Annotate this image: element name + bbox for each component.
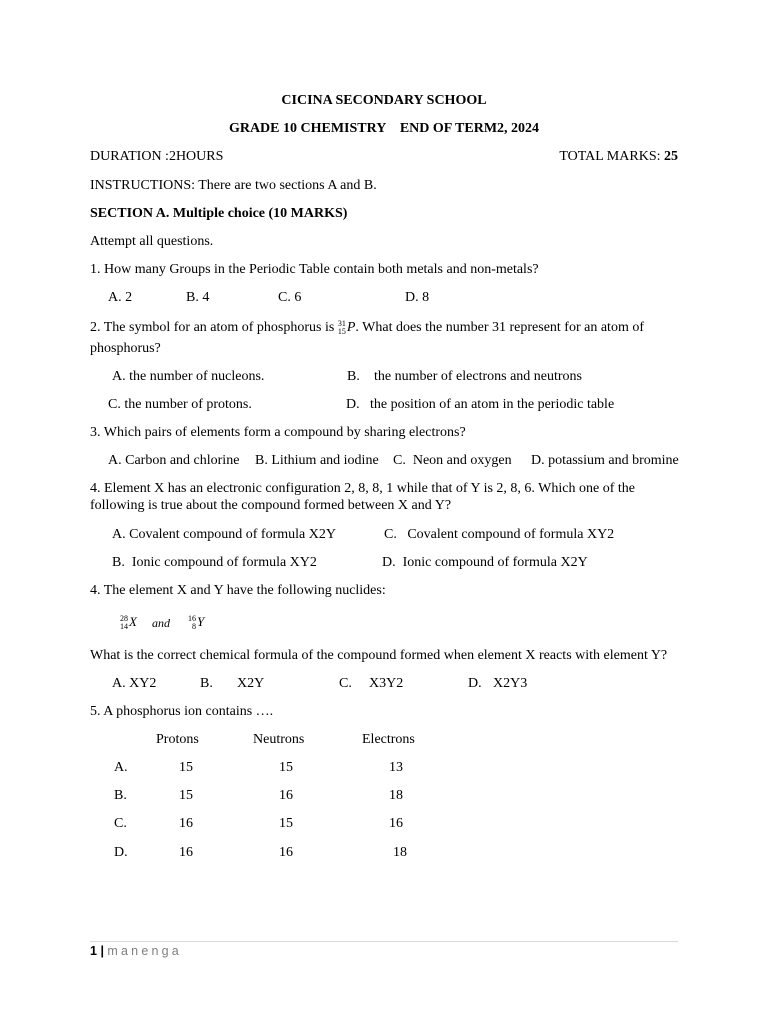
table-cell-electrons: 13 xyxy=(389,760,403,775)
attempt-instruction: Attempt all questions. xyxy=(90,234,214,249)
question-4b-text: 4. The element X and Y have the following nuclides: xyxy=(90,583,386,598)
question-5-text: 5. A phosphorus ion contains …. xyxy=(90,704,274,719)
question-2-option-a: A. the number of nucleons. xyxy=(112,369,265,384)
school-name: CICINA SECONDARY SCHOOL xyxy=(281,93,487,108)
question-3-option-a: A. Carbon and chlorine xyxy=(108,453,240,468)
table-cell-protons: 16 xyxy=(179,845,193,860)
question-2-option-b-letter: B. xyxy=(347,369,360,384)
question-4a-text: 4. Element X has an electronic configuration 2, 8, 8, 1 while that of Y is 2, 8, 6. Which one of the xyxy=(90,481,635,496)
phosphorus-nuclide-numbers: 31 15 xyxy=(337,319,346,336)
question-1-option-a: A. 2 xyxy=(108,290,133,305)
question-1-option-c: C. 6 xyxy=(278,290,302,305)
phosphorus-symbol: P xyxy=(346,320,356,336)
duration: DURATION :2HOURS xyxy=(90,149,224,164)
question-1-option-d: D. 8 xyxy=(405,290,430,305)
question-2-text-line2: phosphorus? xyxy=(90,341,161,356)
question-4a-option-c: C. Covalent compound of formula XY2 xyxy=(384,527,615,542)
question-2-option-b: the number of electrons and neutrons xyxy=(374,369,582,384)
question-4b-option-b-letter: B. xyxy=(200,676,213,691)
table-cell-electrons: 18 xyxy=(393,845,407,860)
footer-separator: | xyxy=(100,944,104,958)
question-2-option-c: C. the number of protons. xyxy=(108,397,252,412)
page-footer xyxy=(90,943,182,959)
question-1-text: 1. How many Groups in the Periodic Table contain both metals and non-metals? xyxy=(90,262,539,277)
table-cell-electrons: 16 xyxy=(389,816,403,831)
question-4a-option-b: B. Ionic compound of formula XY2 xyxy=(112,555,317,570)
table-cell-neutrons: 16 xyxy=(279,788,293,803)
table-row-label: A. xyxy=(114,760,128,775)
table-cell-protons: 16 xyxy=(179,816,193,831)
table-row-label: B. xyxy=(114,788,127,803)
instructions: INSTRUCTIONS: There are two sections A and B. xyxy=(90,178,377,193)
nuclide-y: 16 8 Y xyxy=(188,614,205,632)
question-3-option-b: B. Lithium and iodine xyxy=(255,453,379,468)
table-cell-protons: 15 xyxy=(179,788,193,803)
question-4b-option-d-letter: D. xyxy=(468,676,482,691)
nuclide-x: 28 14 X xyxy=(120,614,137,632)
table-cell-neutrons: 15 xyxy=(279,816,293,831)
question-4a-option-d: D. Ionic compound of formula X2Y xyxy=(382,555,588,570)
question-2-option-d-letter: D. xyxy=(346,397,360,412)
page-number: 1 xyxy=(90,944,97,958)
total-marks xyxy=(559,149,678,165)
table-header-neutrons: Neutrons xyxy=(253,732,305,747)
footer-author: manenga xyxy=(107,944,182,958)
question-4b-option-a: A. XY2 xyxy=(112,676,157,691)
section-title: SECTION A. Multiple choice (10 MARKS) xyxy=(90,206,348,221)
question-4b-option-b: X2Y xyxy=(237,676,265,691)
table-header-protons: Protons xyxy=(156,732,199,747)
question-4b-option-d: X2Y3 xyxy=(493,676,528,691)
question-3-text: 3. Which pairs of elements form a compound by sharing electrons? xyxy=(90,425,466,440)
question-2-text: 2. The symbol for an atom of phosphorus is 31 15 P. What does the number 31 represent for an atom of xyxy=(90,319,644,336)
question-4b-question: What is the correct chemical formula of the compound formed when element X reacts with element Y? xyxy=(90,648,668,663)
question-4b-option-c-letter: C. xyxy=(339,676,352,691)
total-marks-value: 25 xyxy=(664,149,678,164)
nuclide-and: and xyxy=(152,616,170,630)
table-cell-neutrons: 15 xyxy=(279,760,293,775)
question-4b-option-c: X3Y2 xyxy=(369,676,404,691)
question-3-option-d: D. potassium and bromine xyxy=(531,453,679,468)
table-header-electrons: Electrons xyxy=(362,732,415,747)
exam-title: GRADE 10 CHEMISTRY END OF TERM2, 2024 xyxy=(228,121,540,136)
table-row-label: C. xyxy=(114,816,127,831)
table-cell-neutrons: 16 xyxy=(279,845,293,860)
table-cell-protons: 15 xyxy=(179,760,193,775)
question-4a-option-a: A. Covalent compound of formula X2Y xyxy=(112,527,336,542)
table-cell-electrons: 18 xyxy=(389,788,403,803)
total-marks-label: TOTAL MARKS: xyxy=(559,149,661,164)
question-4a-text-line2: following is true about the compound formed between X and Y? xyxy=(90,498,452,513)
table-row-label: D. xyxy=(114,845,128,860)
question-1-option-b: B. 4 xyxy=(186,290,210,305)
question-2-option-d: the position of an atom in the periodic table xyxy=(370,397,615,412)
footer-divider xyxy=(90,941,678,942)
question-3-option-c: C. Neon and oxygen xyxy=(393,453,512,468)
